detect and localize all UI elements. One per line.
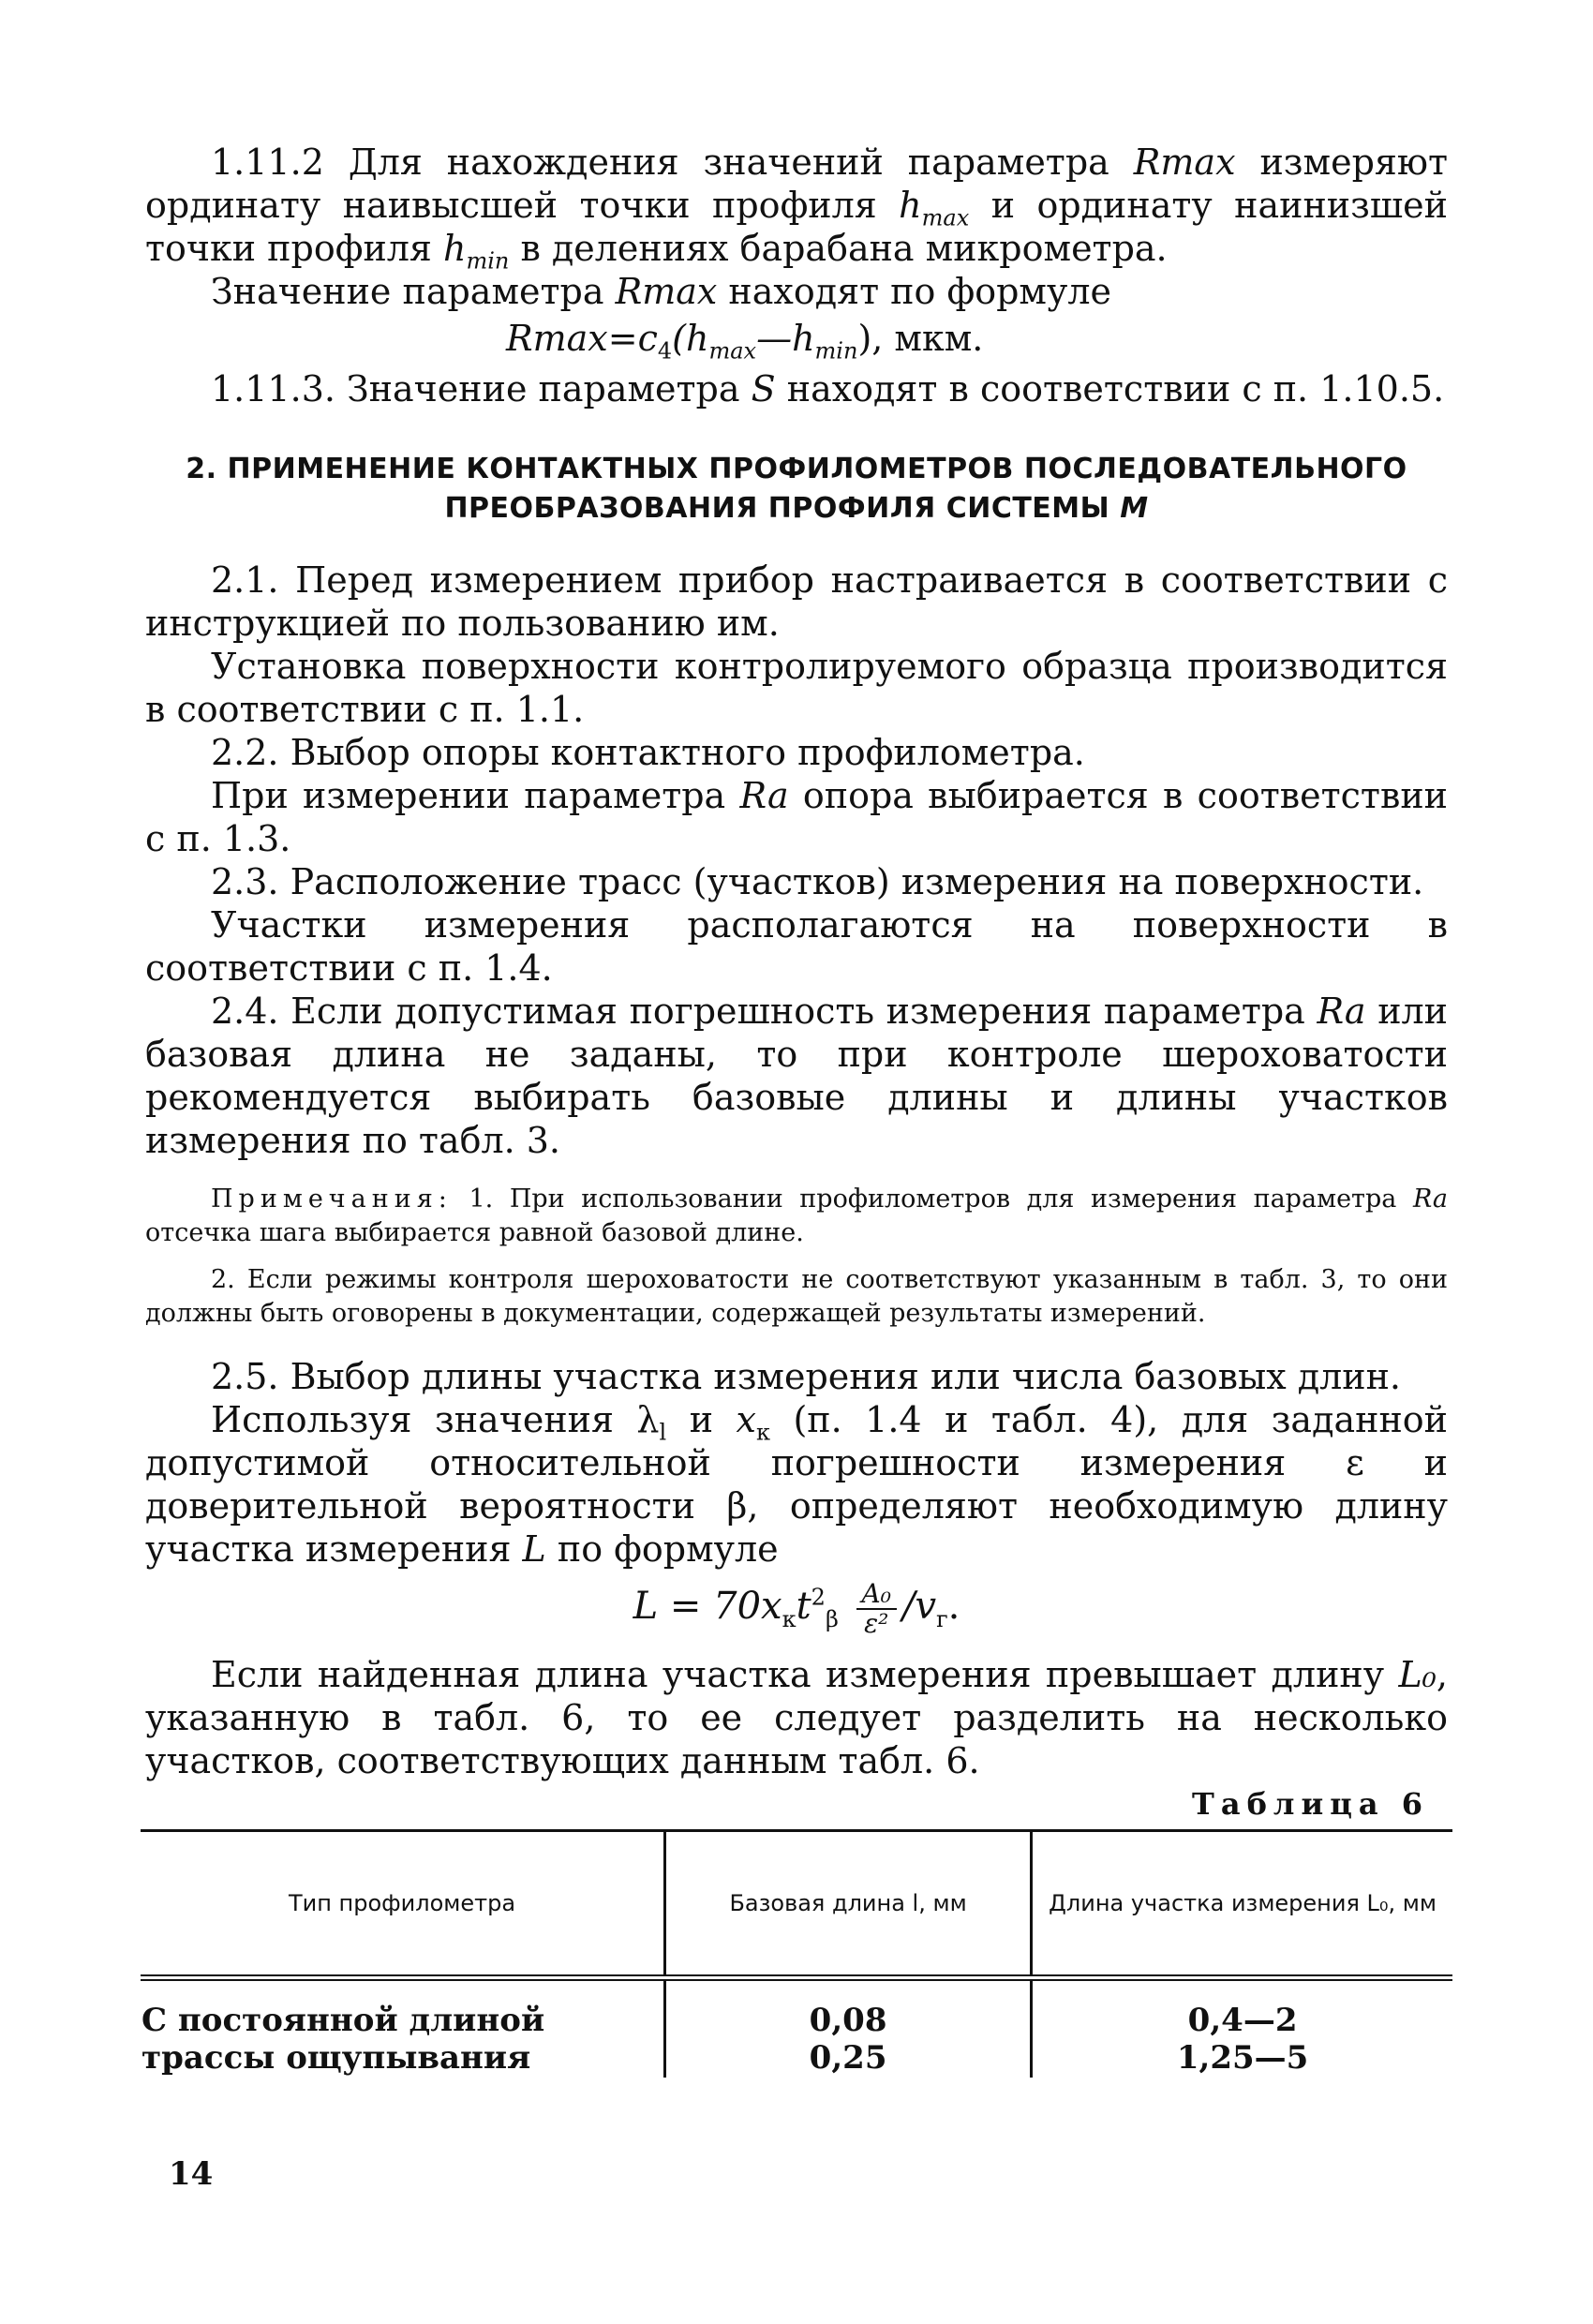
table-6 — [141, 1829, 1452, 2078]
paragraph-2-3-sections: Участки измерения располагаются на поверхности в соответствии с п. 1.4. — [145, 904, 1448, 989]
page-content — [141, 141, 1448, 2078]
note-2: 2. Если режимы контроля шероховатости не соответствуют указанным в табл. 3, то они должны быть оговорены в документации, содержащей результаты измерений. — [145, 1265, 1448, 1328]
cell-profilometer-type: С постоянной длиной трассы ощупывания — [141, 2002, 545, 2077]
paragraph-1-11-3: 1.11.3. Значение параметра S находят в соответствии с п. 1.10.5. — [211, 368, 1445, 410]
paragraph-2-1-surface: Установка поверхности контролируемого образца производится в соответствии с п. 1.1. — [145, 646, 1448, 730]
paragraph-2-5-split: Если найденная длина участка измерения превышает длину L₀, указанную в табл. 6, то ее следует разделить на несколько участков, соответствующих данным табл. 6. — [145, 1654, 1448, 1781]
page-number: 14 — [169, 2155, 214, 2193]
paragraph-2-3: 2.3. Расположение трасс (участков) измерения на поверхности. — [211, 861, 1424, 902]
cell-base-length: 0,08 0,25 — [665, 1978, 1032, 2078]
paragraph-1-11-2: 1.11.2 Для нахождения значений параметра Rmax измеряют ординату наивысшей точки профиля $h_{max}$ и ординату наинизшей точки профиля $h_{min}$ в делениях барабана микрометра. — [145, 142, 1448, 275]
formula-l: $L = 70x_кt^2_\beta$ $\frac{\text{A₀}}{\text{ε²}}$ $/v_г$. — [633, 1578, 960, 1639]
note-1: Примечания: 1. При использовании профилометров для измерения параметра Ra отсечка шага выбирается равной базовой длине. — [145, 1184, 1448, 1247]
table-header-row — [141, 1831, 1452, 1978]
paragraph-2-5-formula-intro: Используя значения $\lambda_l$ и $x_к$ (п. 1.4 и табл. 4), для заданной допустимой относительной погрешности измерения ε и доверительной вероятности β, определяют необходимую длину участка измерения L по формуле — [145, 1399, 1448, 1570]
cell-measurement-length: 0,4—2 1,25—5 — [1032, 1978, 1452, 2078]
header-measurement-length: Длина участка измерения L₀, мм — [1032, 1831, 1452, 1978]
formula-rmax: $Rmax=c_4(h_{max}—h_{min})$, мкм. — [506, 318, 984, 365]
paragraph-2-5: 2.5. Выбор длины участка измерения или числа базовых длин. — [211, 1356, 1402, 1397]
table-caption: Таблица 6 — [1192, 1786, 1429, 1822]
header-base-length: Базовая длина l, мм — [665, 1831, 1032, 1978]
section-title: 2. ПРИМЕНЕНИЕ КОНТАКТНЫХ ПРОФИЛОМЕТРОВ ПОСЛЕДОВАТЕЛЬНОГО ПРЕОБРАЗОВАНИЯ ПРОФИЛЯ СИСТЕМЫ M — [186, 453, 1407, 525]
paragraph-2-2: 2.2. Выбор опоры контактного профилометра. — [211, 732, 1085, 773]
header-profilometer-type: Тип профилометра — [141, 1831, 665, 1978]
paragraph-rmax-formula-intro: Значение параметра Rmax находят по формуле — [211, 271, 1111, 312]
paragraph-2-4: 2.4. Если допустимая погрешность измерения параметра Ra или базовая длина не заданы, то при контроле шероховатости рекомендуется выбирать базовые длины и длины участков измерения по табл. 3. — [145, 991, 1448, 1161]
paragraph-2-2-support: При измерении параметра Ra опора выбирается в соответствии с п. 1.3. — [145, 775, 1448, 859]
formula-fraction: $\frac{\text{A₀}}{\text{ε²}}$ — [856, 1580, 897, 1638]
paragraph-2-1: 2.1. Перед измерением прибор настраивается в соответствии с инструкцией по пользованию им. — [145, 559, 1448, 644]
table-row — [141, 1978, 1452, 2078]
